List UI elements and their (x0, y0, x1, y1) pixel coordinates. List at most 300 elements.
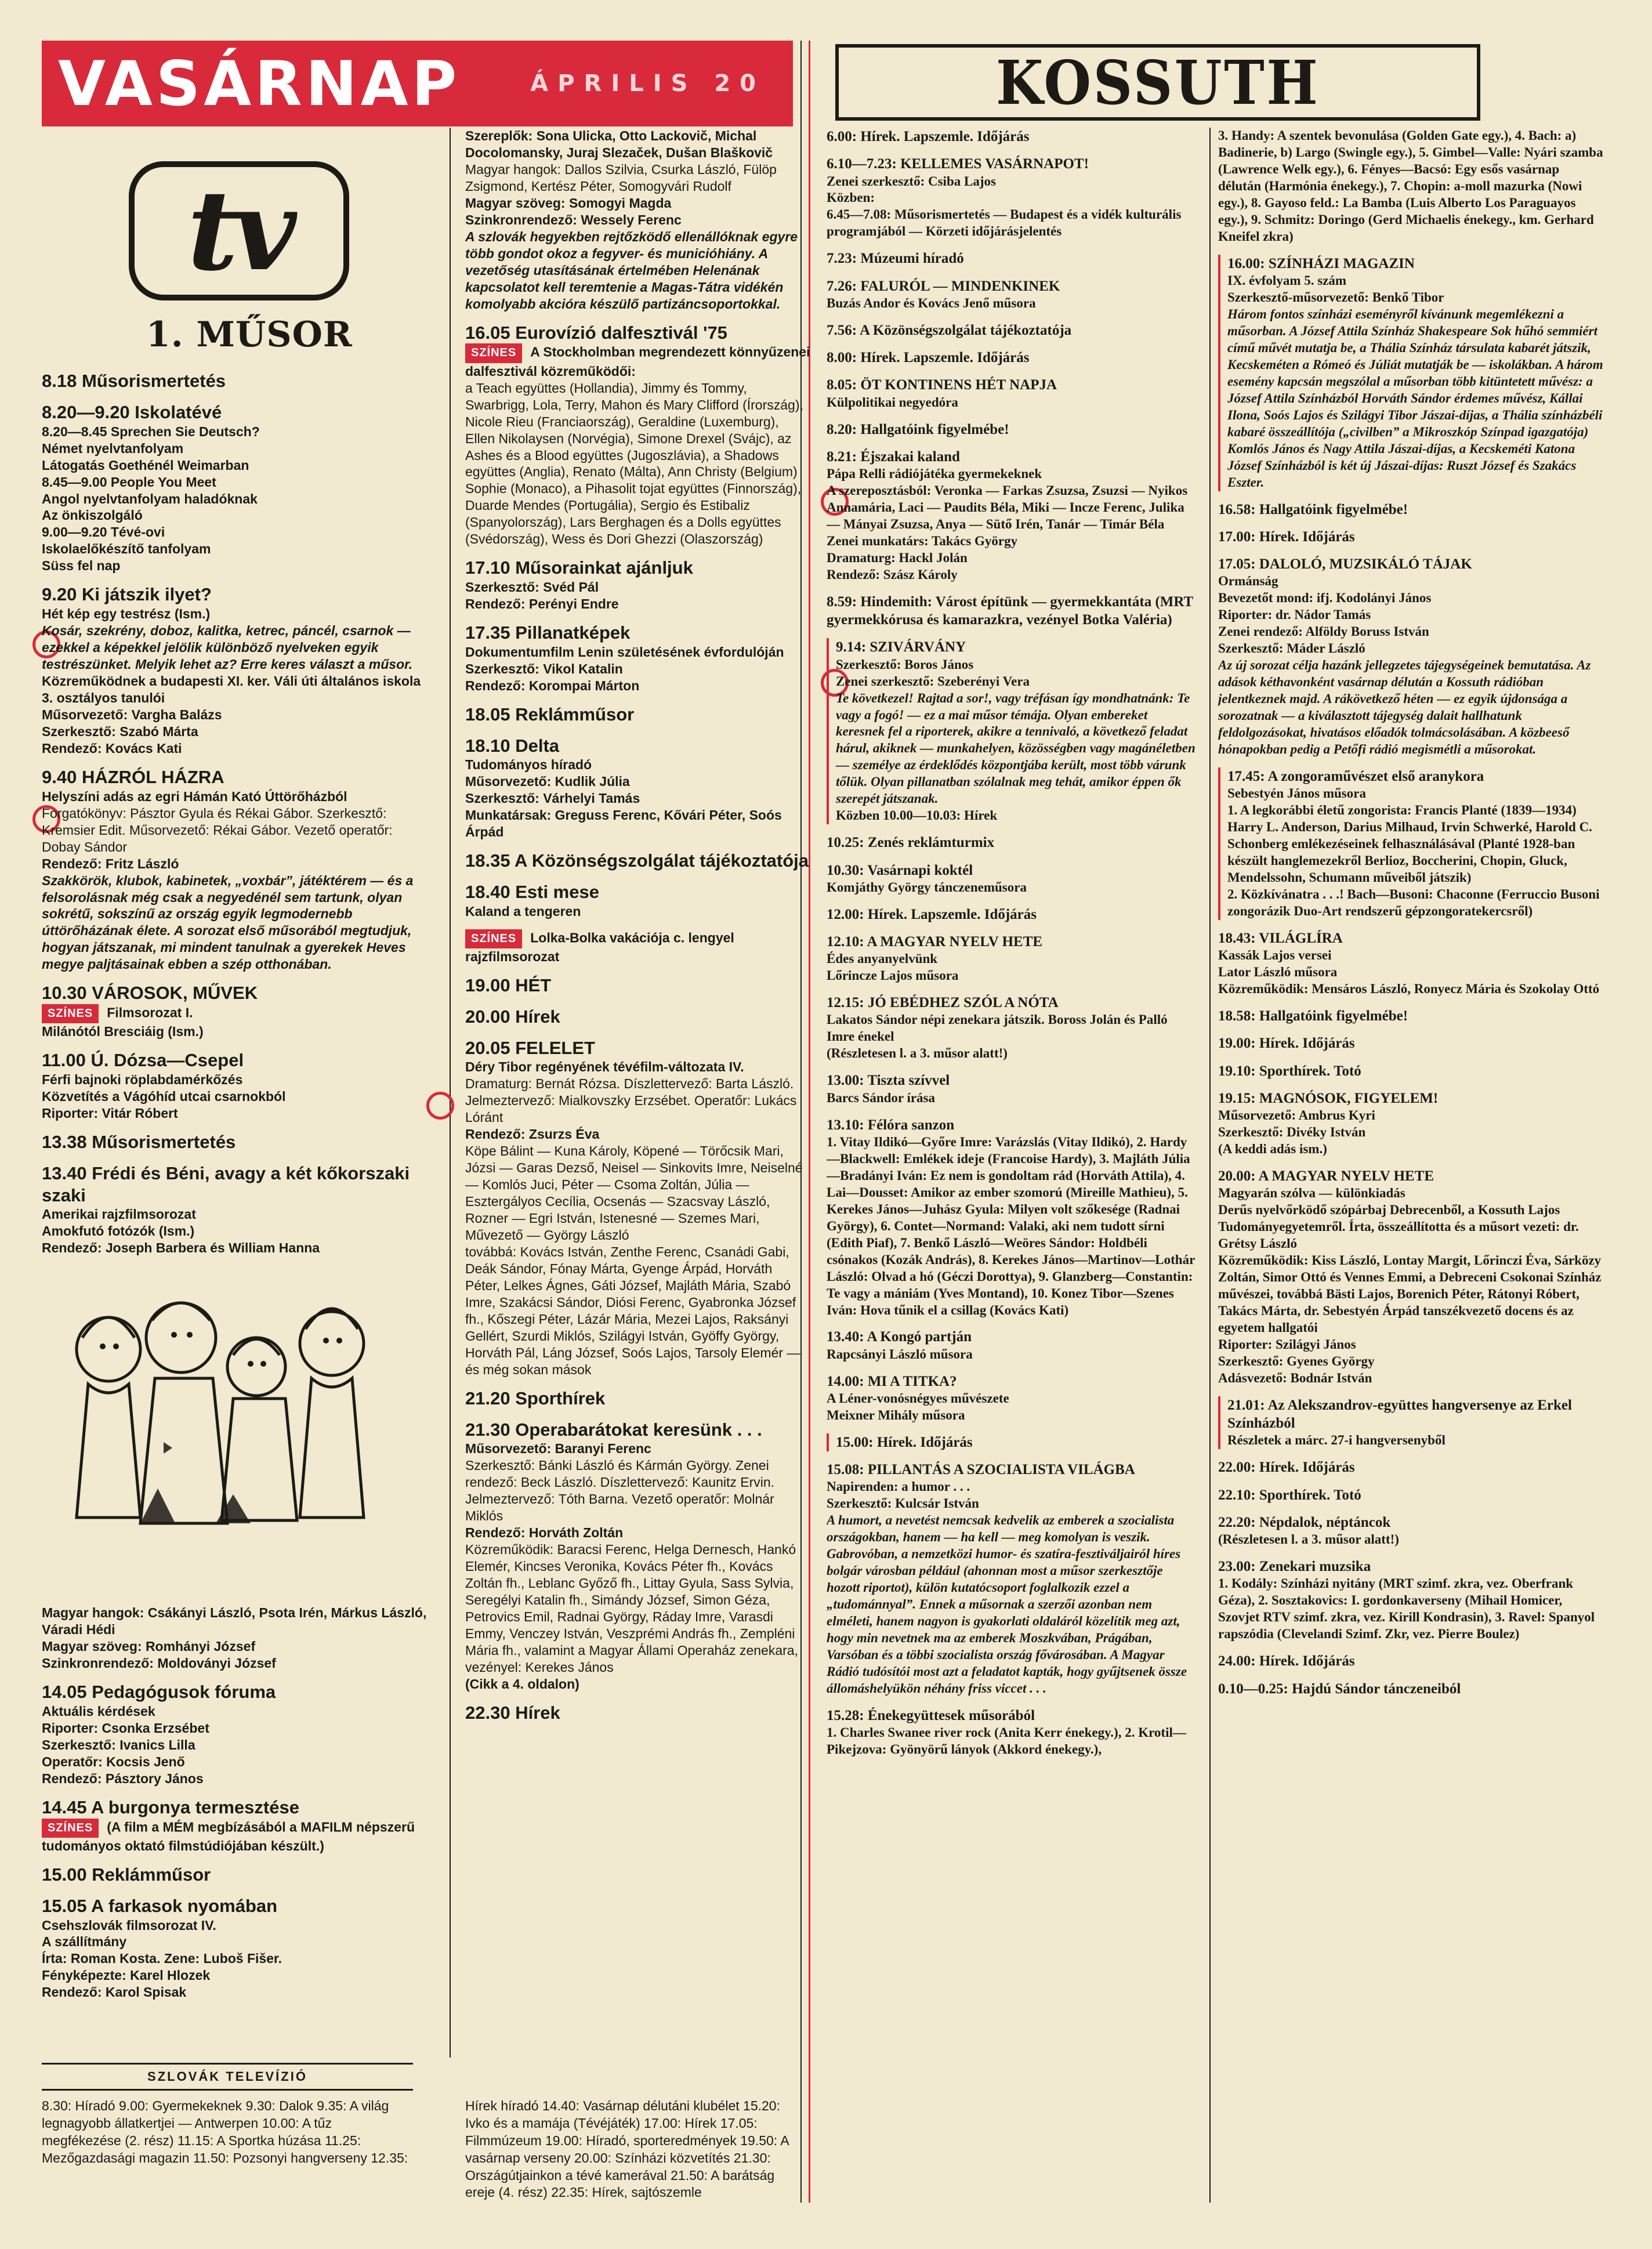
tv-entry-line (465, 678, 810, 694)
radio-entry-line: 1. Vitay Ildikó—Győre Imre: Varázslás (Vitay Ildikó), 2. Hardy—Blackwell: Emlékek ideje (Francoise Hardy), 3. Majláth Júlia—Bradányi Iván: Ez nem is gondoltam rád (Horváth Attila), 4. Lai—Dousset: Amikor az ember szomorú (Mireille Mathieu), 5. Kerekes János—Juhász Gyula: Milyen volt szőkesége (Radnai György), 6. Contet—Normand: Valaki, aki nem tudott sírni (Edith Piaf), 7. Benkő László—Weöres Sándor: Holdbéli csónakos (Kozák András), 8. Kerekes János—Martinov—Lothár László: Olvad a hó (Géczi Dorottya), 9. Glanzberg—Constantin: Te vagy a mániám (Yves Montand), 10. Konez Tibor—Szenes Iván: Hova tűnik el a csillag (Kovács Kati) (827, 1134, 1195, 1317)
radio-entry-line: Komjáthy György tánczeneműsora (827, 879, 1027, 894)
tv-entry (465, 881, 810, 920)
tv-entry-line (42, 1737, 428, 1754)
tv-entry (465, 128, 810, 313)
tv-entry-line-text: Rendező: Zsurzs Éva (465, 1127, 600, 1142)
radio-entry-line: A Léner-vonósnégyes művészete (827, 1390, 1009, 1406)
radio-entry (827, 448, 1198, 584)
radio-entry-line: Pápa Relli rádiójátéka gyermekeknek (827, 466, 1042, 481)
radio-entry-prose: Te következel! Rajtad a sor!, vagy tréfásan így mondhatnánk: Te vagy a fogó! — ez a mai műsor témája. Olyan embereket keresnek fel a riporterek, akikre a tennivaló, a következő feladat hárul, akiknek — munkahelyen, közösségben vagy magánéletben — személye az érdeklődés központjába került, most több várunk tőlük. Olyan pillanatban szólalnak meg tehát, amikor éppen ők szerepét játszanak. (836, 690, 1195, 806)
radio-entry (827, 1328, 1198, 1363)
tv-entry-line-text: a Teach együttes (Hollandia), Jimmy és Tommy, Swarbrigg, Lola, Terry, Mahon és Mary Clifford (Írország), Nicole Rieu (Franciaország), Geraldine (Luxemburg), Ellen Nikolaysen (Norvégia), Simone Drexel (Svájc), az Ashes és a Blood együttes (Jugoszlávia), a Shadows együttes (Anglia), Renato (Málta), Ann Christy (Belgium) Sophie (Monaco), a Pihasolit tojat együttes (Finnország), Duarde Mendes (Portugália), Sergio és Estibaliz (Spanyolország), Lars Berghagen és a Dolls együttes (Svédország), Wess és Dori Ghezzi (Olaszország) (465, 380, 803, 547)
tv-entry-time: 22.30 (465, 1703, 516, 1723)
radio-entry (1218, 501, 1604, 519)
tv-entry-line (42, 557, 428, 574)
radio-entry-title: 20.00: A MAGYAR NYELV HETE (1218, 1168, 1434, 1185)
tv-entry-line-text: Magyar szöveg: Somogyi Magda (465, 195, 672, 211)
tv-entry-line (465, 773, 810, 790)
radio-entry-line: 6.45—7.08: Műsorismertetés — Budapest és a vidék kulturális programjából — Körzeti időjárásjelentés (827, 207, 1182, 239)
tv-entry-time: 20.05 (465, 1037, 516, 1058)
radio-entry-title: 19.00: Hírek. Időjárás (1218, 1035, 1355, 1052)
radio-entry-title: 13.10: Félóra sanzon (827, 1117, 955, 1133)
radio-entry-title: 17.05: DALOLÓ, MUZSIKÁLÓ TÁJAK (1218, 556, 1472, 573)
tv-entry-line-text: A szállítmány (42, 1934, 127, 1950)
radio-entry (827, 1433, 1198, 1451)
radio-entry-line: Közben: (827, 190, 875, 205)
tv-entry-name: Frédi és Béni, avagy a két kőkorszaki szaki (42, 1162, 410, 1205)
radio-entry (827, 277, 1198, 312)
tv-entry-line (42, 541, 428, 557)
circle-mark (426, 1092, 454, 1120)
tv-entry (42, 1162, 428, 1257)
radio-entry-line: Részletek a márc. 27-i hangversenyből (1227, 1433, 1446, 1448)
tv-entry-line-text: Rendező: Horváth Zoltán (465, 1525, 624, 1541)
tv-entry-line (42, 1088, 428, 1105)
tv-entry-line (42, 606, 428, 622)
radio-entry-line: Szerkesztő: Gyenes György (1218, 1354, 1375, 1369)
radio-entry (827, 155, 1198, 240)
tv-entry-line (42, 491, 428, 508)
tv-entry-line (465, 343, 810, 379)
tv-entry-line-text: Látogatás Goethénél Weimarban (42, 457, 249, 473)
tv-entry (42, 766, 428, 973)
tv-entry-line (465, 1676, 810, 1693)
tv-entry (465, 735, 810, 841)
radio-entry-title: 16.58: Hallgatóink figyelmébe! (1218, 501, 1408, 517)
tv-entry-line (465, 790, 810, 807)
tv-entry-line-text: Rendező: Korompai Márton (465, 678, 640, 693)
tv-entry-title (42, 1131, 428, 1153)
radio-entry-title: 17.45: A zongoraművészet első aranykora (1227, 769, 1484, 785)
radio-entry (827, 1372, 1198, 1424)
tv-entry-line-text: Amokfutó fotózók (Ism.) (42, 1223, 195, 1239)
tv-logo-text: tv (187, 166, 291, 295)
radio-entry-title: 14.00: MI A TITKA? (827, 1373, 957, 1389)
tv-entry-line (42, 1770, 428, 1787)
tv-entry-line-text: 8.20—8.45 Sprechen Sie Deutsch? (42, 423, 260, 439)
tv-entry (465, 850, 810, 872)
radio-entry-title: 22.10: Sporthírek. Totó (1218, 1487, 1361, 1503)
tv-entry-time: 19.00 (465, 975, 516, 995)
radio-entry-line: Dramaturg: Hackl Jolán (827, 550, 968, 565)
color-badge: SZÍNES (465, 929, 522, 948)
tv-entry (465, 929, 810, 965)
tv-entry-line (42, 856, 428, 872)
tv-entry-line (42, 1240, 428, 1256)
tv-entry-name: Műsorismertetés (81, 371, 226, 391)
radio-entry-title: 10.30: Vasárnapi koktél (827, 862, 973, 878)
tv-entry-time: 10.30 (42, 983, 92, 1004)
tv-entry-line-text: Rendező: Karol Spisak (42, 1984, 187, 2000)
tv-entry-line-text: 8.45—9.00 People You Meet (42, 474, 216, 490)
radio-entry-line: Zenei munkatárs: Takács György (827, 533, 1018, 548)
tv-entry-line-text: Fényképezte: Karel Hlozek (42, 1968, 211, 1983)
tv-column-rule (450, 128, 451, 2058)
radio-entry-title: 23.00: Zenekari muzsika (1218, 1559, 1371, 1575)
radio-entry (827, 421, 1198, 439)
tv-entry-line-text: Csehszlovák filmsorozat IV. (42, 1917, 216, 1933)
tv-entry-line (42, 440, 428, 457)
radio-column-rule (1209, 128, 1211, 2203)
radio-title: KOSSUTH (995, 46, 1320, 118)
tv-entry-line-text: Írta: Roman Kosta. Zene: Luboš Fišer. (42, 1951, 282, 1966)
tv-entry-time: 11.00 (42, 1050, 91, 1071)
tv-entry (465, 1702, 810, 1724)
tv-entry (42, 1797, 428, 1855)
tv-entry-line (465, 579, 810, 596)
tv-entry-line-text: Férfi bajnoki röplabdamérkőzés (42, 1072, 243, 1088)
tv-entry-line-text: Riporter: Csonka Erzsébet (42, 1721, 209, 1736)
radio-entry (827, 349, 1198, 367)
tv-entry-line-text: Lolka-Bolka vakációja c. lengyel rajzfilmsorozat (465, 930, 734, 965)
date-title: ÁPRILIS 20 (530, 70, 765, 97)
tv-entry-name: Esti mese (515, 882, 599, 903)
radio-entry (827, 376, 1198, 411)
radio-entry-title: 7.56: A Közönségszolgálat tájékoztatója (827, 322, 1072, 338)
tv-entry-time: 14.05 (42, 1682, 92, 1703)
tv-entry-line (465, 596, 810, 613)
radio-entry-line: 1. A legkorábbi életű zongorista: Francis Planté (1839—1934) (1227, 803, 1577, 818)
tv-entry-title (465, 322, 810, 344)
radio-entry (1218, 1513, 1604, 1548)
radio-entry-title: 24.00: Hírek. Időjárás (1218, 1653, 1355, 1669)
radio-entry-line: 2. Közkívánatra . . .! Bach—Busoni: Chaconne (Ferruccio Busoni zongorázik Duo-Art rendszerű gépzongoratekercsről) (1227, 887, 1600, 919)
tv-entry-line (42, 1206, 428, 1223)
tv-entry-line-text: Hét kép egy testrész (Ism.) (42, 606, 211, 622)
radio-entry-title: 12.00: Hírek. Lapszemle. Időjárás (827, 906, 1037, 922)
radio-entry (827, 638, 1198, 824)
tv-entry-line-text: Közvetítés a Vágóhíd utcai csarnokból (42, 1089, 286, 1104)
tv-entry-line-text: továbbá: Kovács István, Zenthe Ferenc, Csanádi Gabi, Deák Sándor, Fónay Márta, Gyenge Árpád, Horváth Péter, Lelkes Ágnes, Gáti József, Majláth Mária, Szabó Imre, Szakácsi Sándor, Diósi Ferenc, Gyabronka József fh., Kőszegi Péter, Lázár Mária, Mezei Lajos, Raksányi Gellért, Szurdi Miklós, Szilágyi István, Gyöffy György, Horváth Pál, Láng József, Soós Lajos, Tarsoly Elemér — és még sokan mások (465, 1244, 800, 1377)
tv-entry-line (465, 1440, 810, 1457)
tv-entry-line-text: Szerkesztő: Bánki László és Kármán György. Zenei rendező: Beck László. Díszlettervező: Kaunitz Ervin. Jelmeztervező: Tóth Barna. Vezető operatőr: Molnár Miklós (465, 1458, 775, 1524)
radio-listing-c (827, 128, 1198, 1758)
tv-entry-line (42, 507, 428, 524)
radio-entry (827, 994, 1198, 1062)
tv-entry-line (42, 423, 428, 440)
radio-entry (1218, 528, 1604, 546)
tv-entry-line (42, 1720, 428, 1737)
color-badge: SZÍNES (42, 1819, 99, 1838)
tv-column-2 (465, 128, 810, 2059)
tv-entry-line-text: Magyar hangok: Csákányi László, Psota Irén, Márkus László, Váradi Hédi (42, 1605, 427, 1638)
tv-entry-title (42, 1864, 428, 1886)
tv-entry-title (42, 1797, 428, 1819)
tv-entry (465, 622, 810, 694)
radio-entry-line: Lakatos Sándor népi zenekara játszik. Boross Jolán és Palló Imre énekel (827, 1012, 1168, 1044)
tv-entry-line (465, 807, 810, 841)
tv-entry-line-text: Rendező: Perényi Endre (465, 596, 619, 612)
radio-entry-title: 22.20: Népdalok, néptáncok (1218, 1514, 1391, 1530)
radio-entry-line: Lőrincze Lajos műsora (827, 968, 959, 983)
radio-entry-title: 8.00: Hírek. Lapszemle. Időjárás (827, 350, 1030, 366)
radio-entry (827, 593, 1198, 629)
tv-entry-time: 8.18 (42, 371, 82, 391)
tv-entry (42, 1864, 428, 1886)
tv-entry-line-text: Szerkesztő: Vikol Katalin (465, 661, 623, 676)
tv-entry-name: A farkasok nyomában (91, 1895, 278, 1916)
tv-entry-line-text: Operatőr: Kocsis Jenő (42, 1754, 185, 1769)
tv-entry-line-text: Műsorvezető: Kudlik Júlia (465, 774, 630, 789)
tv-entry-title (465, 850, 810, 872)
radio-entry (827, 834, 1198, 852)
radio-header (835, 44, 1480, 121)
tv-entry-title (42, 1895, 428, 1917)
tv-entry-line (465, 661, 810, 678)
tv-entry-time: 15.00 (42, 1864, 92, 1885)
tv-entry-time: 21.30 (465, 1419, 516, 1440)
radio-entry-line: IX. évfolyam 5. szám (1227, 273, 1347, 288)
radio-entry-line: Rapcsányi László műsora (827, 1346, 973, 1361)
tv-entry-line-text: (A film a MÉM megbízásából a MAFILM népszerű tudományos oktató filmstúdiójában készült.) (42, 1819, 415, 1853)
tv-entry-time: 18.40 (465, 882, 516, 903)
day-header (42, 41, 793, 126)
tv-entry-line (465, 1524, 810, 1541)
tv-entry-line-text: Szerkesztő: Várhelyi Tamás (465, 791, 640, 806)
tv-entry-line-text: Szerkesztő: Ivanics Lilla (42, 1737, 195, 1752)
tv-entry-line (465, 212, 810, 229)
slovak-tv-right: Hírek híradó 14.40: Vasárnap délutáni klubélet 15.20: Ivko és a mamája (Tévéjáték) 17.00: Hírek 17.05: Filmmúzeum 19.00: Híradó, sporteredmények 19.50: A vasárnap verseny 20.00: Színházi közvetítés 21.30: Országútjainkon a tévé kamerával 21.50: A barátság ereje (4. rész) 22.35: Hírek, sajtószemle (465, 2098, 789, 2200)
tv-entry-line-text: Rendező: Pásztory János (42, 1770, 204, 1786)
tv-entry-time: 9.40 (42, 766, 82, 787)
radio-entry (827, 1707, 1198, 1758)
tv-entry-time: 18.05 (465, 704, 516, 725)
tv-entry-line: Rendező: Kovács Kati (42, 740, 182, 756)
radio-entry-line: Barcs Sándor írása (827, 1090, 936, 1105)
tv-entry (42, 370, 428, 392)
tv-entry-title (42, 766, 428, 788)
color-badge: SZÍNES (465, 343, 522, 363)
radio-entry (1218, 128, 1604, 245)
tv-entry (465, 1419, 810, 1693)
radio-entry (1218, 1486, 1604, 1504)
radio-entry-line: Külpolitikai negyedóra (827, 394, 958, 410)
tv-entry-name: Pedagógusok fóruma (92, 1682, 276, 1703)
tv-entry (42, 1049, 428, 1122)
tv-entry-line (42, 1933, 428, 1950)
tv-entry-prose: Kosár, szekrény, doboz, kalitka, ketrec, páncél, csarnok — ezekkel a képekkel jelölik különböző nyelveken egyik testrészünket. Melyik lehet az? Erre keres választ a műsor. (42, 623, 413, 672)
tv-entry-name: Sporthírek (515, 1388, 606, 1408)
tv-entry-line-text: Közreműködik: Baracsi Ferenc, Helga Dernesch, Hankó Elemér, Kincses Veronika, Kovács Péter fh., Kovács Zoltán fh., Leblanc Győző fh., Littay Gyula, Sass Sylvia, Seregélyi Katalin fh., Simándy József, Simon Géza, Petrovics Emil, Radnai György, Ráday Imre, Varasdi Emmy, Venczey István, Veszprémi András fh., Zempléni Mária fh., valamint a Magyar Állami Operaház zenekara, vezényel: Kerekes János (465, 1542, 798, 1675)
tv-entry-line (465, 644, 810, 661)
tv-entry-line (465, 929, 810, 965)
tv-entry-line (42, 1023, 428, 1040)
tv-entry-line-text: Kaland a tengeren (465, 903, 581, 919)
radio-entry (827, 1116, 1198, 1319)
tv-entry-line (42, 1638, 428, 1655)
radio-entry-line: Derűs nyelvőrködő szópárbaj Debrecenből, a Kossuth Lajos Tudományegyetemről. Írta, összeállította és a műsort vezeti: dr. Grétsy László (1218, 1203, 1579, 1251)
radio-entry (1218, 1396, 1604, 1449)
tv-entry-line (42, 1655, 428, 1672)
tv-entry-line-text: Milánótól Bresciáig (Ism.) (42, 1024, 204, 1040)
tv-entry-title (465, 1037, 810, 1059)
color-badge: SZÍNES (42, 1004, 99, 1023)
radio-entry-title: 0.10—0.25: Hajdú Sándor tánczeneiból (1218, 1681, 1461, 1697)
radio-entry (1218, 1680, 1604, 1698)
radio-entry-line: (Részletesen l. a 3. műsor alatt!) (1218, 1532, 1399, 1547)
radio-entry-line: Ormánság (1218, 574, 1278, 589)
radio-entry-line: Édes anyanyelvünk (827, 951, 938, 966)
tv-entry-line-text: Riporter: Vitár Róbert (42, 1106, 178, 1121)
radio-entry-title: 12.15: JÓ EBÉDHEZ SZÓL A NÓTA (827, 995, 1059, 1011)
tv-entry (465, 1006, 810, 1028)
tv-entry-line (465, 128, 810, 161)
radio-entry (827, 321, 1198, 339)
radio-entry-line: Harry L. Anderson, Darius Milhaud, Irvin Schwerké, Harold C. Schonberg emlékezéseinek felhasználásával (Planté 1928-ban készült hanglemezekről Berlioz, Boccherini, Chopin, Gluck, Mendelssohn, Schumann műveiből játszik) (1227, 820, 1592, 885)
tv-entry-line-text: Szereplők: Sona Ulicka, Otto Lackovič, Michal Docolomansky, Juraj Slezaček, Dušan Blaškovič (465, 128, 773, 160)
tv-entry-name: A burgonya termesztése (91, 1797, 299, 1817)
tv-entry-line-text: Forgatókönyv: Pásztor Gyula és Rékai Gábor. Szerkesztő: Kremsier Edit. Műsorvezető: Rékai Gábor. Vezető operatőr: Dobay Sándor (42, 805, 393, 854)
radio-entry-line: Adásvezető: Bodnár István (1218, 1371, 1372, 1385)
tv-entry-name: Műsorismertetés (92, 1132, 236, 1153)
tv-entry-title (465, 557, 810, 579)
tv-entry-title (465, 1702, 810, 1724)
tv-entry-line-text: Angol nyelvtanfolyam haladóknak (42, 491, 258, 506)
radio-entry-title: 8.21: Éjszakai kaland (827, 448, 960, 465)
tv-entry-line (42, 457, 428, 474)
tv-entry-line-text: Munkatársak: Greguss Ferenc, Kővári Péter, Soós Árpád (465, 807, 782, 840)
tv-entry-name: Reklámműsor (92, 1864, 211, 1885)
tv-entry-line (465, 1244, 810, 1378)
tv-entry-line-text: (Cikk a 4. oldalon) (465, 1676, 579, 1692)
tv-entry-title (465, 704, 810, 726)
radio-entry-title: 15.00: Hírek. Időjárás (836, 1434, 973, 1450)
tv-entry-line (465, 380, 810, 548)
tv-entry-line-text: Iskolaelőkészítő tanfolyam (42, 541, 211, 557)
radio-entry (827, 906, 1198, 923)
tv-entry-line-text: Magyar hangok: Dallos Szilvia, Csurka László, Fülöp Zsigmond, Kertész Péter, Somogyvári Rudolf (465, 161, 777, 194)
radio-entry-line: Zenei rendező: Alföldy Boruss István (1218, 624, 1429, 639)
tv-entry-line: Közreműködnek a budapesti XI. ker. Váli úti általános iskola 3. osztályos tanulói (42, 673, 421, 705)
tv-entry-line (465, 903, 810, 920)
tv-listing-b (465, 128, 810, 1724)
radio-entry-line: Közreműködik: Kiss László, Lontay Margit, Lőrinczi Éva, Sárközy Zoltán, Simor Ottó és Vennes Emmi, a Debreceni Csokonai Színház művészei, továbbá Bästi Lajos, Borenich Péter, Rátonyi Róbert, Takács Márta, dr. Sebestyén Árpád tanszékvezető docens és az egyetem hallgatói (1218, 1253, 1602, 1335)
flintstones-cartoon (59, 1268, 384, 1593)
tv-entry-title (42, 401, 428, 423)
tv-entry-name: Műsorainkat ajánljuk (515, 557, 693, 578)
tv-entry-name: Reklámműsor (515, 704, 635, 725)
tv-entry-name: Delta (515, 735, 560, 756)
radio-entry-prose: Három fontos színházi eseményről kívánunk megemlékezni a műsorban. A József Attila Színház Shakespeare Sok hűhó semmiért című művét mutatja be, a Thália Színház társulata kabarét játszik, Kecskeméten a Rómeó és Júliát mutatják be — iskolákban. A három esemény kapcsán megszólal a műsorban több kitüntetett művész: a József Attila Színházból Horváth Sándor érdemes művész, Kállai Ilona, Soós Lajos és Szilágyi Tibor Jászai-díjas, a Thália színházbéli kabaré összeállítója („civilben” a Mikroszkóp Színpad igazgatója) Komlós János és Nagy Attila Jászai-díjas, a Kecskeméti Katona József Színházból is két új Jászai-díjas: Ruszt József és Szakács Eszter. (1227, 306, 1603, 490)
tv-entry-line (465, 756, 810, 773)
tv-entry-name: FELELET (515, 1037, 595, 1058)
tv-entry (465, 975, 810, 997)
tv-entry-line-text: Filmsorozat I. (107, 1005, 193, 1020)
tv-entry-line-text: Rendező: Fritz László (42, 856, 179, 871)
radio-entry-line: Riporter: dr. Nádor Tamás (1218, 607, 1371, 622)
tv-entry-title (465, 1419, 810, 1441)
radio-entry-line: Bevezetőt mond: ifj. Kodolányi János (1218, 591, 1432, 606)
tv-entry-line (42, 1105, 428, 1122)
radio-entry (1218, 555, 1604, 758)
radio-entry-line: Meixner Mihály műsora (827, 1407, 965, 1422)
tv-entry-time: 20.00 (465, 1006, 516, 1027)
tv-entry (42, 982, 428, 1040)
radio-entry-title: 13.00: Tiszta szívvel (827, 1073, 950, 1089)
tv-entry-time: 9.20 (42, 584, 82, 605)
radio-entry (1218, 1558, 1604, 1643)
tv-entry-line (42, 1950, 428, 1967)
tv-entry-time: 17.10 (465, 557, 516, 578)
tv-entry-time: 21.20 (465, 1388, 516, 1408)
radio-entry-line: Sebestyén János műsora (1227, 786, 1366, 801)
tv-entry-name: Iskolatévé (135, 401, 222, 422)
tv-entry-line-text: Köpe Bálint — Kuna Károly, Köpené — Törőcsik Mari, Józsi — Garas Dezső, Neisel — Sinkovits Imre, Neiselné — Komlós Juci, Péter — Csoma Zoltán, Júlia — Esztergályos Cecília, Ocsenás — Szacsvay László, Rozner — Egri István, Istenesné — Szemes Mari, Művezető — György László (465, 1143, 803, 1243)
radio-entry-title: 6.00: Hírek. Lapszemle. Időjárás (827, 129, 1030, 144)
tv-entry-name: HÁZRÓL HÁZRA (81, 766, 224, 787)
radio-entry-line: A szereposztásból: Veronka — Farkas Zsuzsa, Zsuzsi — Nyikos Annamária, Laci — Paudits Béla, Miki — Incze Ferenc, Julika — Mányai Zsuzsa, Anya — Sütő Irén, Tanár — Timár Béla (827, 483, 1188, 531)
tv-entry-time: 13.38 (42, 1132, 92, 1153)
tv-entry-line-text: Szinkronrendező: Moldoványi József (42, 1656, 276, 1671)
tv-entry-line-text: Rendező: Joseph Barbera és William Hanna (42, 1240, 320, 1256)
tv-entry-title (465, 622, 810, 644)
radio-entry (827, 861, 1198, 896)
tv-entry-line (42, 1071, 428, 1088)
radio-entry-title: 7.26: FALURÓL — MINDENKINEK (827, 278, 1060, 294)
tv-entry-line (42, 1967, 428, 1984)
radio-entry-title: 18.43: VILÁGLÍRA (1218, 930, 1343, 947)
tv-entry-time: 8.20—9.20 (42, 401, 135, 422)
tv-entry-name: A Közönségszolgálat tájékoztatója (515, 850, 809, 871)
radio-entry (1218, 1089, 1604, 1158)
tv-entry-line-text: Helyszíni adás az egri Hámán Kató Úttörőházból (42, 788, 347, 804)
radio-entry-title: 19.15: MAGNÓSOK, FIGYELEM! (1218, 1090, 1439, 1106)
radio-entry-line: Szerkesztő: Boros János (836, 657, 974, 672)
tv-entry-prose: A szlovák hegyekben rejtőzködő ellenállóknak egyre több gondot okoz a fegyver- és municióhiány. A vezetőség utasításának értelmében Helenának kapcsolatot kell teremtenie a Magas-Tátra vidékén komolyabb akcióra készülő partizáncsoportokkal. (465, 229, 798, 312)
tv-entry-line (42, 1004, 428, 1023)
tv-entry-line-text: Aktuális kérdések (42, 1704, 155, 1719)
tv-entry-title (465, 1388, 810, 1410)
tv-entry-line-text: Német nyelvtanfolyam (42, 440, 184, 456)
radio-entry-line: Buzás Andor és Kovács Jenő műsora (827, 295, 1036, 310)
radio-entry-line: (A keddi adás ism.) (1218, 1142, 1327, 1157)
tv-entry-name: Hírek (515, 1006, 560, 1027)
radio-entry-line: Lator László műsora (1218, 965, 1338, 980)
radio-entry-title: 15.28: Énekegyüttesek műsorából (827, 1707, 1035, 1723)
tv-entry-title (465, 735, 810, 757)
radio-entry (1218, 1167, 1604, 1387)
slovak-tv-title: SZLOVÁK TELEVÍZIÓ (42, 2063, 413, 2091)
tv-entry-name: Eurovízió dalfesztivál '75 (515, 322, 727, 343)
radio-entry (1218, 767, 1604, 920)
tv-entry-title (42, 1162, 428, 1207)
radio-entry (827, 1461, 1198, 1697)
tv-entry-line (42, 1984, 428, 2001)
radio-entry-title: 8.59: Hindemith: Várost építünk — gyermekkantáta (MRT gyermekkórusa és kamarazkra, vezényel Botka Valéria) (827, 593, 1193, 628)
tv-entry-line (42, 1917, 428, 1934)
radio-entry-line: Közreműködik: Mensáros László, Ronyecz Mária és Szokolay Ottó (1218, 982, 1600, 997)
radio-entry (1218, 1458, 1604, 1476)
tv-column-1 (42, 126, 428, 2058)
tv-entry-time: 18.10 (465, 735, 516, 756)
tv-entry-line (42, 474, 428, 491)
tv-entry-name: Hírek (515, 1703, 560, 1723)
tv-listing-a2 (42, 1605, 428, 2001)
radio-entry-title: 10.25: Zenés reklámturmix (827, 835, 995, 851)
tv-entry-title (42, 1049, 428, 1071)
tv-entry-line (42, 805, 428, 856)
tv-entry-line: Szerkesztő: Szabó Márta (42, 723, 198, 739)
tv-entry (42, 1605, 428, 1672)
slovak-tv-left: 8.30: Híradó 9.00: Gyermekeknek 9.30: Dalok 9.35: A világ legnagyobb állatkertjei — Antwerpen 10.00: A tűz megfékezése (2. rész) 11.15: A Sportka húzása 11.25: Mezőgazdasági magazin 11.50: Pozsonyi hangverseny 12.35: (42, 2098, 408, 2165)
radio-entry-prose: A humort, a nevetést nemcsak kedvelik az emberek a szocialista országokban, hanem — ha kell — meg komolyan is veszik. Gabrovóban, a nemzetközi humor- és szatíra-fesztiváljairól híres bolgár városban például (ahonnan most a műsor szerkesztője hozott riportot), külön kutatócsoport foglalkozik ezzel a „tudománnyal”. Ennek a műsornak a szerzői azonban nem elméleti, hanem nagyon is gyakorlati oldaláról közelítik meg azt, hogy min nevetnek ma az emberek Moszkvában, Prágában, Varsóban és a többi szocialista ország fővárosában. A Magyar Rádió tudósítói most azt a feladatot kapták, hogy gyűjtsenek össze állomáshelyükön néhány friss viccet . . . (827, 1513, 1187, 1696)
radio-entry (827, 933, 1198, 984)
radio-listing-d (1218, 128, 1604, 1698)
radio-entry-title: 8.20: Hallgatóink figyelmébe! (827, 421, 1009, 437)
tv-entry-title (465, 881, 810, 903)
radio-entry-line: (Részletesen l. a 3. műsor alatt!) (827, 1046, 1008, 1061)
tv-entry-line-text: Tudományos híradó (465, 757, 592, 773)
